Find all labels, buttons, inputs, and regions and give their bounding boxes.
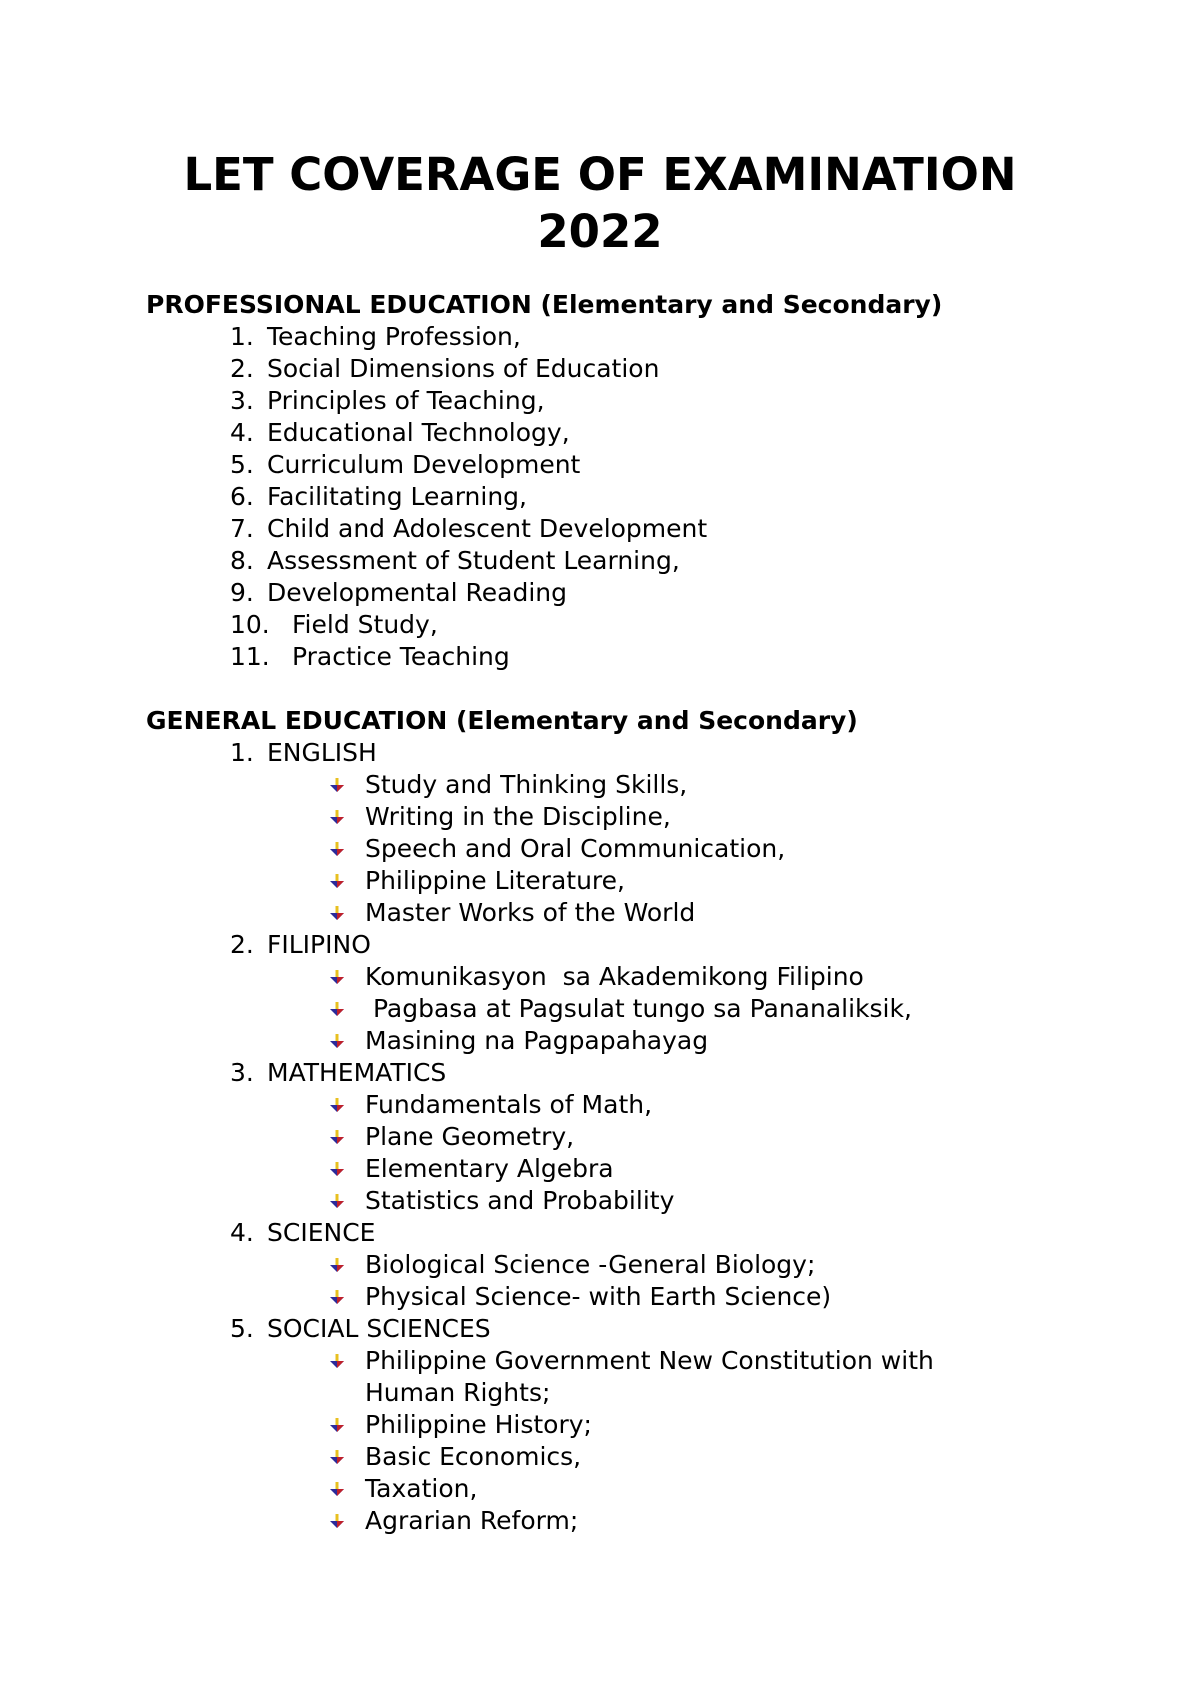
professional-education-list: [146, 321, 1106, 673]
list-item-text: Child and Adolescent Development: [267, 514, 708, 543]
list-item: [146, 609, 1106, 641]
down-arrow-bullet-icon: [329, 1033, 345, 1049]
topic-text: Elementary Algebra: [365, 1154, 614, 1183]
topic-item: [146, 1249, 1106, 1281]
list-item-number: 4.: [230, 418, 254, 447]
topic-text: Agrarian Reform;: [365, 1506, 579, 1535]
topic-text: Fundamentals of Math,: [365, 1090, 653, 1119]
topic-text: Physical Science- with Earth Science): [365, 1282, 832, 1311]
list-item: [146, 417, 1106, 449]
title-line-1: LET COVERAGE OF EXAMINATION: [183, 148, 1017, 201]
topic-item: [146, 769, 1106, 801]
document-body: [146, 289, 1106, 1537]
list-item-number: 8.: [230, 546, 254, 575]
down-arrow-bullet-icon: [329, 841, 345, 857]
topic-text: Writing in the Discipline,: [365, 802, 671, 831]
list-item: [146, 641, 1106, 673]
list-item-text: Principles of Teaching,: [267, 386, 545, 415]
list-item-text: Curriculum Development: [267, 450, 581, 479]
list-item: [146, 481, 1106, 513]
subject-item: [146, 929, 1106, 961]
list-item-text: Facilitating Learning,: [267, 482, 527, 511]
list-item-number: 2.: [230, 354, 254, 383]
down-arrow-bullet-icon: [329, 809, 345, 825]
list-item-text: Practice Teaching: [292, 642, 510, 671]
down-arrow-bullet-icon: [329, 1097, 345, 1113]
list-item-text: Teaching Profession,: [267, 322, 521, 351]
list-item-number: 11.: [230, 642, 270, 671]
topic-text: Plane Geometry,: [365, 1122, 575, 1151]
topic-item: [146, 865, 1106, 897]
subject-item: [146, 1057, 1106, 1089]
topic-text: Basic Economics,: [365, 1442, 582, 1471]
section-spacer: [146, 673, 1106, 705]
list-item: [146, 577, 1106, 609]
topic-item: [146, 801, 1106, 833]
topic-item: [146, 993, 1106, 1025]
topic-item: [146, 961, 1106, 993]
subject-name: ENGLISH: [267, 738, 377, 767]
topic-item: [146, 1153, 1106, 1185]
list-item-number: 10.: [230, 610, 270, 639]
list-item-text: Educational Technology,: [267, 418, 570, 447]
list-item: [146, 513, 1106, 545]
list-item-text: Field Study,: [292, 610, 438, 639]
topic-item: [146, 897, 1106, 929]
subject-number: 4.: [230, 1218, 254, 1247]
subject-name: SCIENCE: [267, 1218, 376, 1247]
list-item-number: 9.: [230, 578, 254, 607]
topic-item: [146, 1441, 1106, 1473]
subject-name: SOCIAL SCIENCES: [267, 1314, 491, 1343]
professional-education-heading: PROFESSIONAL EDUCATION (Elementary and Secondary): [146, 290, 943, 319]
down-arrow-bullet-icon: [329, 1353, 345, 1369]
topic-text: Komunikasyon sa Akademikong Filipino: [365, 962, 864, 991]
topic-item: [146, 1345, 1106, 1409]
topic-text: Philippine Literature,: [365, 866, 625, 895]
topic-text: Masining na Pagpapahayag: [365, 1026, 709, 1055]
down-arrow-bullet-icon: [329, 905, 345, 921]
list-item-text: Developmental Reading: [267, 578, 567, 607]
down-arrow-bullet-icon: [329, 873, 345, 889]
topic-text: Philippine Government New Constitution with Human Rights;: [365, 1346, 942, 1407]
down-arrow-bullet-icon: [329, 1513, 345, 1529]
topic-item: [146, 1121, 1106, 1153]
topic-text: Taxation,: [365, 1474, 478, 1503]
topic-text: Philippine History;: [365, 1410, 592, 1439]
down-arrow-bullet-icon: [329, 1193, 345, 1209]
subject-item: [146, 1217, 1106, 1249]
subject-item: [146, 1313, 1106, 1345]
down-arrow-bullet-icon: [329, 1001, 345, 1017]
title-line-2: 2022: [537, 205, 663, 258]
down-arrow-bullet-icon: [329, 1257, 345, 1273]
down-arrow-bullet-icon: [329, 1449, 345, 1465]
list-item-number: 3.: [230, 386, 254, 415]
topic-item: [146, 1089, 1106, 1121]
document-title: [100, 146, 1100, 260]
topic-text: Master Works of the World: [365, 898, 696, 927]
list-item-number: 1.: [230, 322, 254, 351]
list-item-number: 6.: [230, 482, 254, 511]
down-arrow-bullet-icon: [329, 969, 345, 985]
topic-item: [146, 1505, 1106, 1537]
subject-name: FILIPINO: [267, 930, 371, 959]
subject-number: 3.: [230, 1058, 254, 1087]
subject-name: MATHEMATICS: [267, 1058, 447, 1087]
list-item-number: 7.: [230, 514, 254, 543]
down-arrow-bullet-icon: [329, 1289, 345, 1305]
subject-number: 1.: [230, 738, 254, 767]
down-arrow-bullet-icon: [329, 1161, 345, 1177]
list-item-text: Social Dimensions of Education: [267, 354, 660, 383]
list-item: [146, 545, 1106, 577]
topic-text: Statistics and Probability: [365, 1186, 675, 1215]
down-arrow-bullet-icon: [329, 777, 345, 793]
subject-number: 5.: [230, 1314, 254, 1343]
topic-item: [146, 1473, 1106, 1505]
topic-item: [146, 1185, 1106, 1217]
list-item: [146, 353, 1106, 385]
topic-text: Speech and Oral Communication,: [365, 834, 786, 863]
list-item-number: 5.: [230, 450, 254, 479]
subject-number: 2.: [230, 930, 254, 959]
topic-item: [146, 1281, 1106, 1313]
list-item: [146, 385, 1106, 417]
topic-text: Study and Thinking Skills,: [365, 770, 688, 799]
list-item: [146, 321, 1106, 353]
general-education-heading: GENERAL EDUCATION (Elementary and Secondary): [146, 706, 858, 735]
topic-text: Biological Science -General Biology;: [365, 1250, 816, 1279]
general-education-list: [146, 737, 1106, 1537]
topic-item: [146, 1409, 1106, 1441]
down-arrow-bullet-icon: [329, 1481, 345, 1497]
subject-item: [146, 737, 1106, 769]
topic-item: [146, 833, 1106, 865]
down-arrow-bullet-icon: [329, 1129, 345, 1145]
down-arrow-bullet-icon: [329, 1417, 345, 1433]
topic-text: Pagbasa at Pagsulat tungo sa Pananaliksik,: [365, 994, 912, 1023]
list-item-text: Assessment of Student Learning,: [267, 546, 680, 575]
topic-item: [146, 1025, 1106, 1057]
list-item: [146, 449, 1106, 481]
